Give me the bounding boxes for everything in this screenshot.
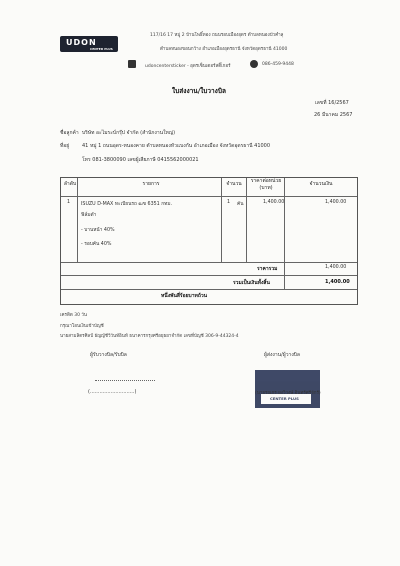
document-title: ใบส่งงาน/ใบวางบิล [172, 87, 226, 95]
row-no: 1 [67, 200, 71, 205]
receiver-signature-line [95, 380, 155, 381]
row-desc: ISUZU D-MAX ทะเบียนรถ ฒข 6351 กทม. [81, 202, 173, 207]
address-line-2: ตำบลหนองขอนกว้าง อำเภอเมืองอุดรธานี จังหวัดอุดรธานี 41000 [160, 47, 288, 52]
row-price: 1,400.00 [263, 200, 285, 205]
note-line: ฟิล์มดำ [81, 213, 97, 218]
facebook-icon [128, 60, 136, 68]
row-amount: 1,400.00 [325, 200, 347, 205]
biller-label: ผู้ส่งงาน/ผู้วางบิล [264, 352, 300, 358]
customer-address-label: ที่อยู่ [60, 143, 70, 149]
header-amount: จำนวนเงิน [309, 181, 333, 187]
phone-icon [250, 60, 258, 68]
customer-name-label: ชื่อลูกค้า [60, 130, 79, 136]
amount-in-words: หนึ่งพันสี่ร้อยบาทถ้วน [161, 293, 208, 299]
header-desc: รายการ [142, 181, 160, 187]
credit-note: เครดิต 30 วัน [60, 313, 87, 318]
note-line: - รอบคัน 40% [81, 242, 112, 247]
customer-address: 41 หมู่ 1 ถนนอุดร-หนองคาย ตำบลหนองหัวแบงกัน อำเภอเมือง จังหวัดอุดรธานี 41000 [82, 143, 271, 149]
phone-number: 086-459-9448 [262, 62, 294, 67]
payment-note: กรุณาโอนเงินเข้าบัญชี [60, 324, 104, 329]
header-qty: จำนวน [226, 181, 242, 187]
document-date: 26 มีนาคม 2567 [314, 112, 353, 118]
stamp-text: CENTER PLUS [270, 396, 299, 401]
header-no: ลำดับ [63, 181, 77, 187]
row-qty: 1 [227, 200, 231, 205]
logo-text: UDON [66, 38, 97, 47]
receiver-label: ผู้รับวางบิล/รับบิล [90, 352, 127, 358]
customer-name: บริษัท อะไมระบ์กรุ๊ป จำกัด (สำนักงานใหญ่) [82, 130, 176, 136]
bank-note: นายสามลิตรศิลป์ ธัญญ์ชีวีวันท์อินท์ ธนาคารกรุงศรีอยุธยาจำกัด เลขที่บัญชี 306-9-44324-4 [60, 334, 239, 339]
grand-total-label: รวมเป็นเงินทั้งสิ้น [233, 280, 270, 286]
biller-name: (นายรณกร ยงวิวงษ์ อินทร์ศรีจักร์) [255, 391, 321, 396]
customer-tax-line: โทร 081-3800090 เลขผู้เสียภาษี 0415562000021 [82, 157, 199, 163]
receiver-name-placeholder: (............................) [88, 389, 137, 395]
header-unit-price: ราคาต่อหน่วย (บาท) [250, 178, 282, 191]
logo-subtext: CENTER PLUS [90, 47, 113, 51]
row-unit: คัน [237, 202, 244, 207]
note-line: - บานหน้า 40% [81, 228, 115, 233]
document-number: เลขที่ 16/2567 [315, 100, 349, 106]
company-logo [60, 36, 118, 52]
grand-total-value: 1,400.00 [325, 279, 350, 285]
address-line-1: 117/16 17 หมู่ 2 บ้านโพธิ์ทอง ถนนรอบเมืองอุดร ตำบลหนองบัวคำลุ [150, 33, 284, 38]
facebook-name: udoncentersticker - อุดรเซ็นเตอร์สติ๊เกอร์ [145, 64, 231, 69]
subtotal-label: ราคารวม [257, 266, 278, 272]
subtotal-value: 1,400.00 [325, 265, 347, 270]
items-table [60, 177, 358, 305]
